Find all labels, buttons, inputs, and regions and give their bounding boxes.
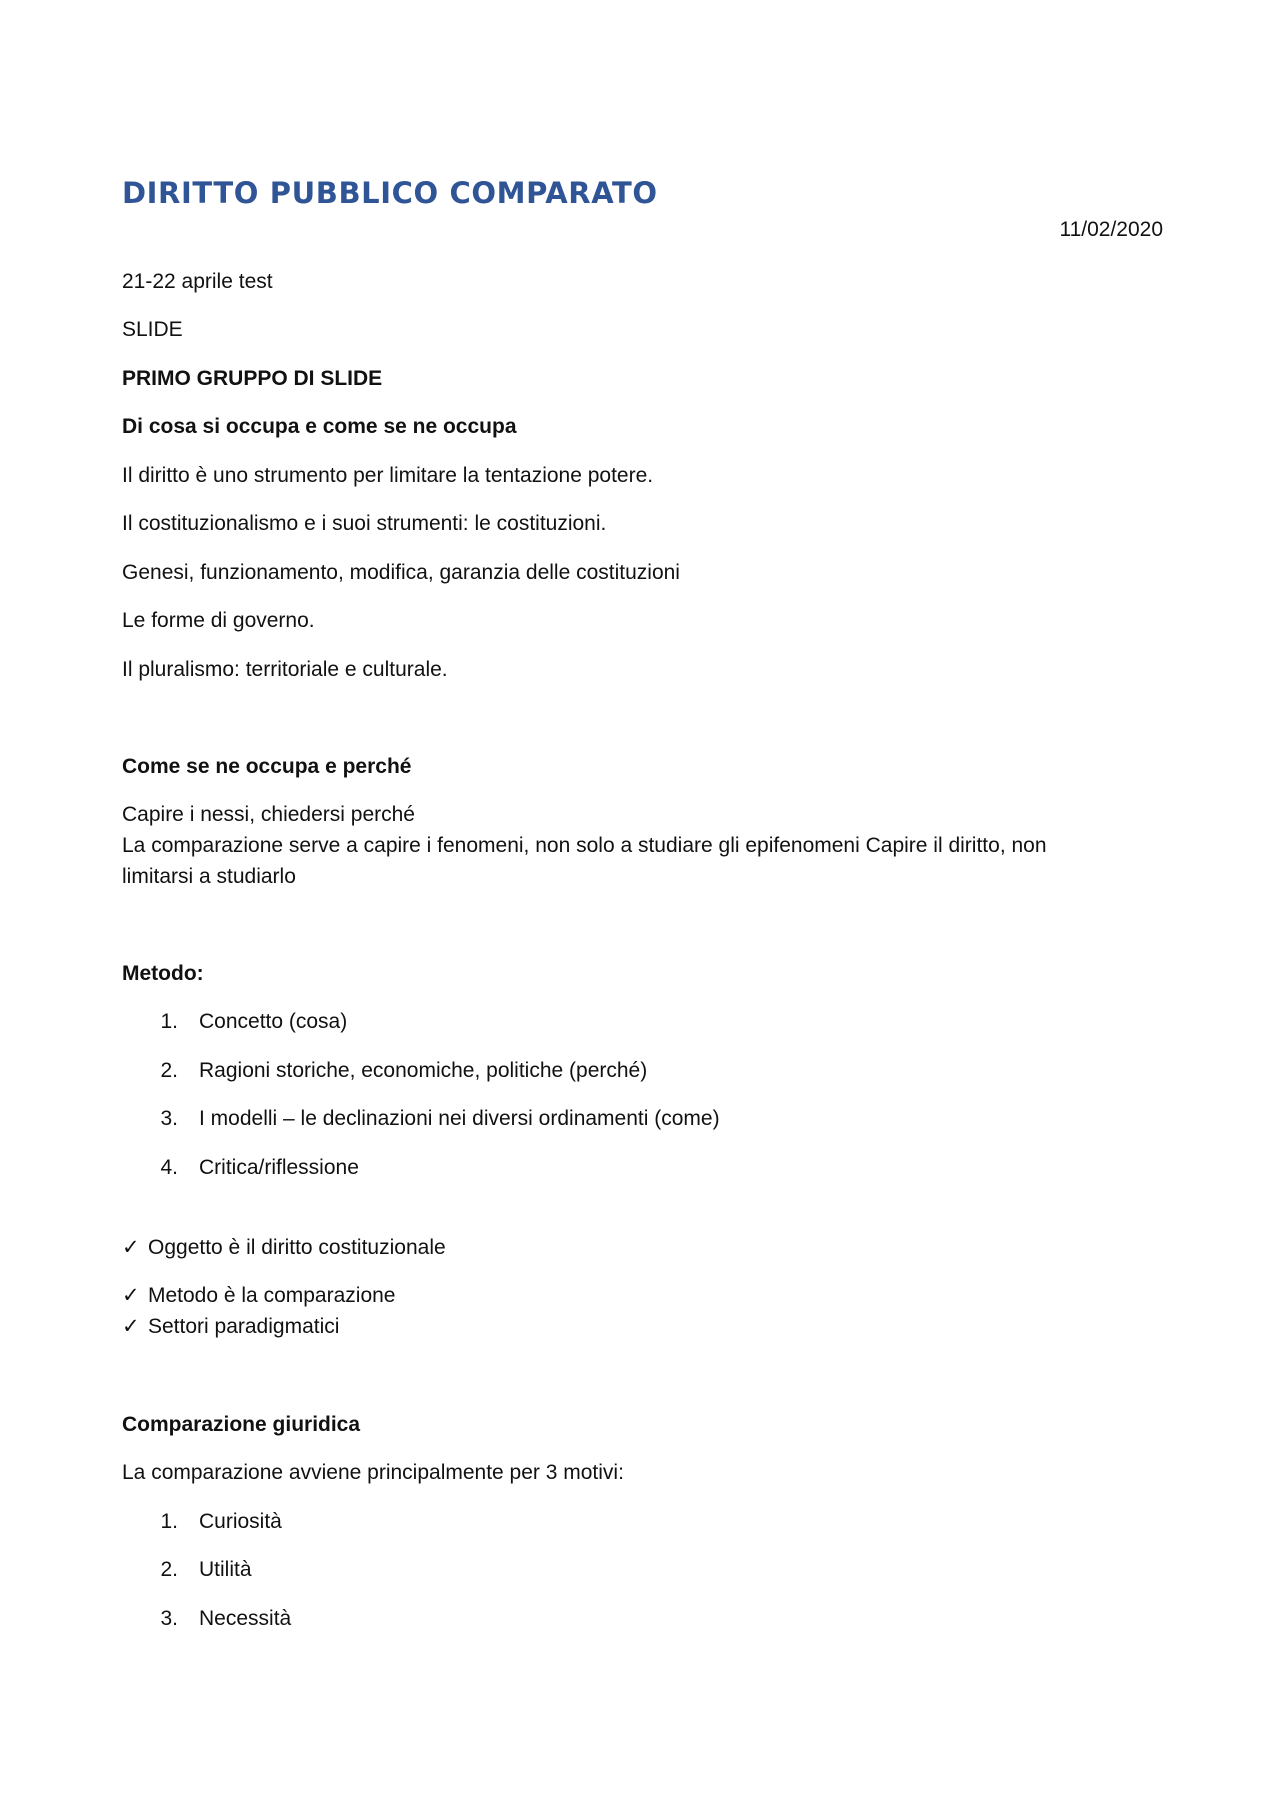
checkmark-icon: ✓ <box>122 1315 140 1338</box>
section-heading-comparison: Comparazione giuridica <box>122 1413 361 1436</box>
checklist-text: Oggetto è il diritto costituzionale <box>148 1236 446 1259</box>
paragraph: Il diritto è uno strumento per limitare la tentazione potere. <box>122 464 654 487</box>
list-text: Curiosità <box>199 1510 282 1533</box>
checklist-text: Settori paradigmatici <box>148 1315 340 1338</box>
list-item <box>122 1554 252 1585</box>
document-date: 11/02/2020 <box>1059 218 1163 241</box>
paragraph: Le forme di governo. <box>122 609 315 632</box>
list-item <box>122 1603 291 1634</box>
list-text: Critica/riflessione <box>199 1156 359 1179</box>
test-date-line: 21-22 aprile test <box>122 270 273 293</box>
list-text: Necessità <box>199 1607 292 1630</box>
paragraph: Il costituzionalismo e i suoi strumenti: le costituzioni. <box>122 512 607 535</box>
checklist-item <box>122 1232 446 1263</box>
list-item <box>122 1506 282 1537</box>
list-text: Concetto (cosa) <box>199 1010 348 1033</box>
list-text: Ragioni storiche, economiche, politiche (perché) <box>199 1059 648 1082</box>
list-number: 2. <box>160 1059 178 1082</box>
list-number: 3. <box>160 1607 178 1630</box>
list-number: 1. <box>160 1510 178 1533</box>
list-item <box>122 1055 647 1086</box>
paragraph: Genesi, funzionamento, modifica, garanzia delle costituzioni <box>122 561 680 584</box>
list-item <box>122 1006 347 1037</box>
checklist-item <box>122 1311 339 1342</box>
paragraph: La comparazione avviene principalmente per 3 motivi: <box>122 1461 624 1484</box>
slide-line: SLIDE <box>122 318 183 341</box>
paragraph: Il pluralismo: territoriale e culturale. <box>122 658 448 681</box>
list-number: 4. <box>160 1156 178 1179</box>
checkmark-icon: ✓ <box>122 1236 140 1259</box>
paragraph: Capire i nessi, chiedersi perché <box>122 803 415 826</box>
section-heading-method: Metodo: <box>122 962 204 985</box>
section-heading-what: Di cosa si occupa e come se ne occupa <box>122 415 517 438</box>
section-heading-how: Come se ne occupa e perché <box>122 755 412 778</box>
list-number: 1. <box>160 1010 178 1033</box>
list-item <box>122 1152 359 1183</box>
checklist-text: Metodo è la comparazione <box>148 1284 396 1307</box>
list-text: Utilità <box>199 1558 252 1581</box>
checklist-item <box>122 1280 395 1311</box>
list-number: 3. <box>160 1107 178 1130</box>
list-number: 2. <box>160 1558 178 1581</box>
checkmark-icon: ✓ <box>122 1284 140 1307</box>
group-heading: PRIMO GRUPPO DI SLIDE <box>122 367 383 390</box>
list-text: I modelli – le declinazioni nei diversi ordinamenti (come) <box>199 1107 720 1130</box>
document-title: DIRITTO PUBBLICO COMPARATO <box>122 176 658 210</box>
paragraph: La comparazione serve a capire i fenomeni, non solo a studiare gli epifenomeni Capire il diritto, non limitarsi a studiarlo <box>122 834 1047 888</box>
list-item <box>122 1103 720 1134</box>
